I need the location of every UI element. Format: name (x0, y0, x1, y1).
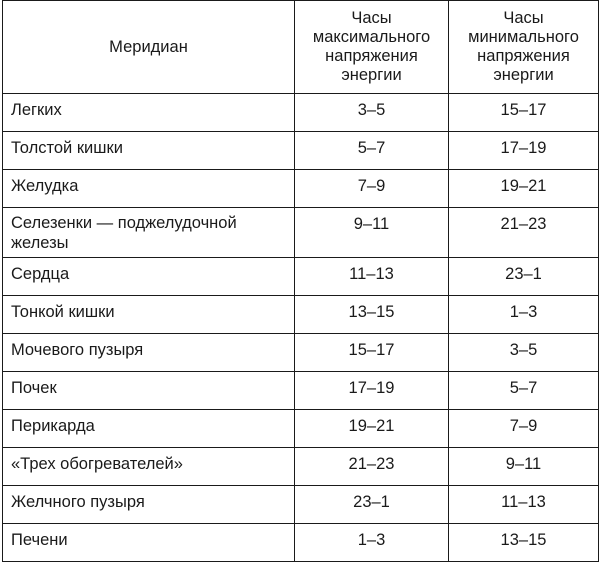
table-row (3, 170, 599, 208)
table-row (3, 296, 599, 334)
min-hours-cell: 3–5 (449, 334, 599, 372)
table-row (3, 334, 599, 372)
min-hours-cell: 13–15 (449, 524, 599, 562)
meridian-name-line: Селезенки — поджелудочной (11, 214, 237, 232)
min-hours-cell: 7–9 (449, 410, 599, 448)
meridian-name: Сердца (3, 258, 295, 296)
header-meridian: Меридиан (3, 1, 295, 94)
meridian-name: Желудка (3, 170, 295, 208)
max-hours-cell: 7–9 (295, 170, 449, 208)
max-hours-cell: 3–5 (295, 94, 449, 132)
header-min-line: напряжения (477, 47, 570, 65)
header-min-line: энергии (493, 66, 554, 84)
min-hours-cell: 5–7 (449, 372, 599, 410)
meridian-name: «Трех обогревателей» (3, 448, 295, 486)
meridian-name: Перикарда (3, 410, 295, 448)
min-hours-cell: 17–19 (449, 132, 599, 170)
meridian-name: Легких (3, 94, 295, 132)
max-hours-cell: 11–13 (295, 258, 449, 296)
header-max-line: энергии (341, 66, 402, 84)
min-hours-cell: 11–13 (449, 486, 599, 524)
min-hours-cell: 15–17 (449, 94, 599, 132)
max-hours-cell: 21–23 (295, 448, 449, 486)
meridian-name (3, 208, 295, 258)
header-min-line: Часы (503, 9, 544, 27)
header-max-line: максимального (312, 28, 431, 46)
header-max-line: напряжения (325, 47, 418, 65)
max-hours-cell: 13–15 (295, 296, 449, 334)
table-row (3, 208, 599, 258)
max-hours-cell: 1–3 (295, 524, 449, 562)
max-hours-cell: 19–21 (295, 410, 449, 448)
table-row (3, 132, 599, 170)
min-hours-cell: 23–1 (449, 258, 599, 296)
meridian-name: Желчного пузыря (3, 486, 295, 524)
header-max-line: Часы (351, 9, 392, 27)
table-row (3, 486, 599, 524)
min-hours-cell: 1–3 (449, 296, 599, 334)
meridian-name-line: железы (11, 234, 69, 252)
min-hours-cell: 19–21 (449, 170, 599, 208)
meridian-name: Печени (3, 524, 295, 562)
min-hours-cell: 21–23 (449, 208, 599, 258)
table-row (3, 524, 599, 562)
max-hours-cell: 15–17 (295, 334, 449, 372)
table-row (3, 448, 599, 486)
meridian-name: Мочевого пузыря (3, 334, 295, 372)
header-max-hours (295, 1, 449, 94)
table-row (3, 372, 599, 410)
table-row (3, 94, 599, 132)
table-header-row (3, 1, 599, 94)
max-hours-cell: 9–11 (295, 208, 449, 258)
meridian-name: Почек (3, 372, 295, 410)
meridian-name: Толстой кишки (3, 132, 295, 170)
meridian-energy-table (2, 0, 599, 562)
max-hours-cell: 17–19 (295, 372, 449, 410)
max-hours-cell: 5–7 (295, 132, 449, 170)
table-row (3, 410, 599, 448)
max-hours-cell: 23–1 (295, 486, 449, 524)
table-row (3, 258, 599, 296)
header-min-hours (449, 1, 599, 94)
meridian-name: Тонкой кишки (3, 296, 295, 334)
min-hours-cell: 9–11 (449, 448, 599, 486)
header-min-line: минимального (468, 28, 579, 46)
